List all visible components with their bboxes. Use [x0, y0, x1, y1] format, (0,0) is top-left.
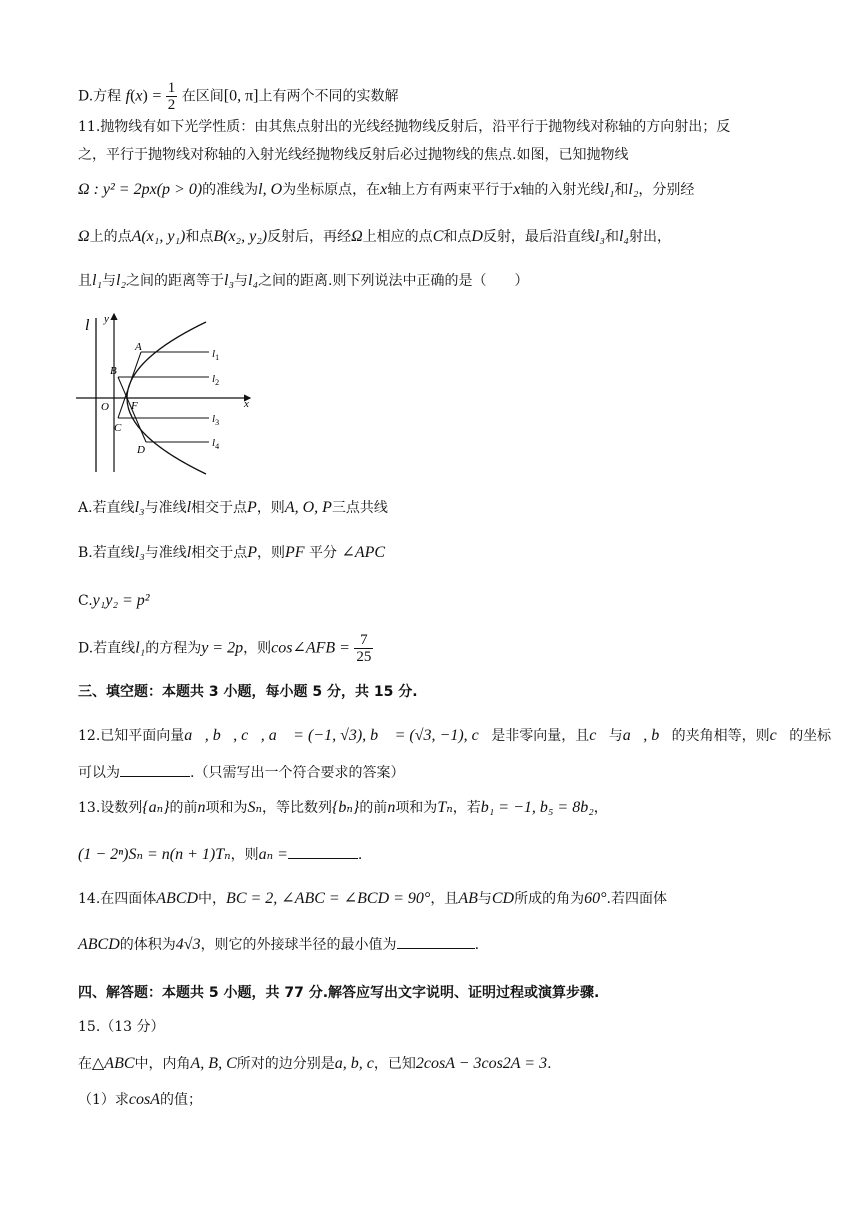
q10-option-d: D.方程 f(x) = $\frac{1}{2}$ 在区间[0, π]上有两个不同的实数解: [78, 80, 399, 113]
q10d-tail: 上有两个不同的实数解: [258, 88, 399, 105]
section3-title: 三、填空题：本题共 3 小题，每小题 5 分，共 15 分.: [78, 684, 418, 700]
q11d-fraction: $\frac{7}{25}$: [356, 632, 372, 665]
q11-line2: 之，平行于抛物线对称轴的入射光线经抛物线反射后必过抛物线的焦点.如图，已知抛物线: [78, 147, 629, 163]
q10d-eq: =: [152, 87, 162, 105]
q11-parabola-eq: Ω : y² = 2px(p > 0): [78, 181, 203, 198]
label-l2: $l_2$: [212, 373, 220, 387]
q10d-den: 2: [167, 97, 176, 113]
section4-title: 四、解答题：本题共 5 小题，共 77 分.解答应写出文字说明、证明过程或演算步骤.: [78, 985, 600, 1001]
label-l3: $l_3$: [212, 413, 220, 427]
label-l: l: [85, 317, 90, 334]
label-y: y: [104, 313, 109, 325]
q15-head: 15.（13 分）: [78, 1019, 165, 1035]
q11-option-b: B.若直线l₃与准线l相交于点P，则PF 平分 ∠APC: [78, 544, 386, 561]
q10d-f: f: [125, 87, 131, 105]
label-A: A: [135, 341, 142, 353]
parabola-figure: [74, 310, 254, 480]
label-l1: $l_1$: [212, 348, 220, 362]
q15-part1: （1）求cosA的值；: [78, 1091, 203, 1108]
label-D: D: [137, 444, 145, 456]
q10d-num: 1: [167, 80, 176, 96]
q10d-interval: [0, π]: [223, 87, 259, 105]
label-B: B: [110, 365, 117, 377]
q11-option-c: C.y₁y₂ = p²: [78, 592, 150, 609]
q11-option-a: A.若直线l₃与准线l相交于点P，则A, O, P三点共线: [78, 499, 388, 516]
label-C: C: [114, 422, 122, 434]
q14-answer-blank[interactable]: [397, 934, 475, 949]
q11-line4: Ω上的点A(x₁, y₁)和点B(x₂, y₂)反射后，再经Ω上相应的点C和点D反射，最后沿直线l₃和l₄射出，: [78, 228, 671, 245]
q12-line2: 可以为 .（只需写出一个符合要求的答案）: [78, 762, 404, 783]
q10d-x: x: [135, 87, 143, 105]
q11-line1: 11.抛物线有如下光学性质：由其焦点射出的光线经抛物线反射后，沿平行于抛物线对称轴的方向射出；反: [78, 119, 731, 135]
q12-line1: 12.已知平面向量a⃗, b⃗, c⃗, a⃗ = (−1, √3), b⃗ = (√3, −1), c⃗是非零向量，且c⃗与a⃗, b⃗的夹角相等，则c⃗的坐标: [78, 727, 832, 744]
q11-option-d: D.若直线l₁的方程为y = 2p，则cos∠AFB = $\frac{7}{25}$: [78, 632, 372, 665]
q10d-fraction: [166, 80, 178, 113]
q12-answer-blank[interactable]: [120, 762, 190, 777]
q14-line1: 14.在四面体ABCD中，BC = 2, ∠ABC = ∠BCD = 90°，且AB与CD所成的角为60°.若四面体: [78, 890, 667, 907]
q15-line1: 在△ABC中，内角A, B, C所对的边分别是a, b, c，已知2cosA − 3cos2A = 3.: [78, 1055, 552, 1072]
label-x: x: [244, 398, 249, 410]
q13-answer-blank[interactable]: [288, 844, 358, 859]
label-O: O: [101, 401, 109, 413]
label-F: F: [131, 400, 138, 412]
q10d-label: D.方程: [78, 88, 122, 105]
q11-line5: 且l₁与l₂之间的距离等于l₃与l₄之间的距离.则下列说法中正确的是（ ）: [78, 272, 529, 289]
q11-line3: Ω : y² = 2px(p > 0)的准线为l, O为坐标原点，在x轴上方有两束平行于x轴的入射光线l₁和l₂，分别经: [78, 181, 695, 198]
label-l4: $l_4$: [212, 437, 220, 451]
q14-line2: ABCD的体积为4√3，则它的外接球半径的最小值为 .: [78, 936, 480, 953]
q13-line1: 13.设数列{aₙ}的前n项和为Sₙ，等比数列{bₙ}的前n项和为Tₙ，若b₁ = −1, b₅ = 8b₂，: [78, 799, 608, 816]
q13-line2: (1 − 2ⁿ)Sₙ = n(n + 1)Tₙ，则aₙ = .: [78, 846, 363, 863]
q10d-mid: 在区间: [181, 88, 224, 105]
